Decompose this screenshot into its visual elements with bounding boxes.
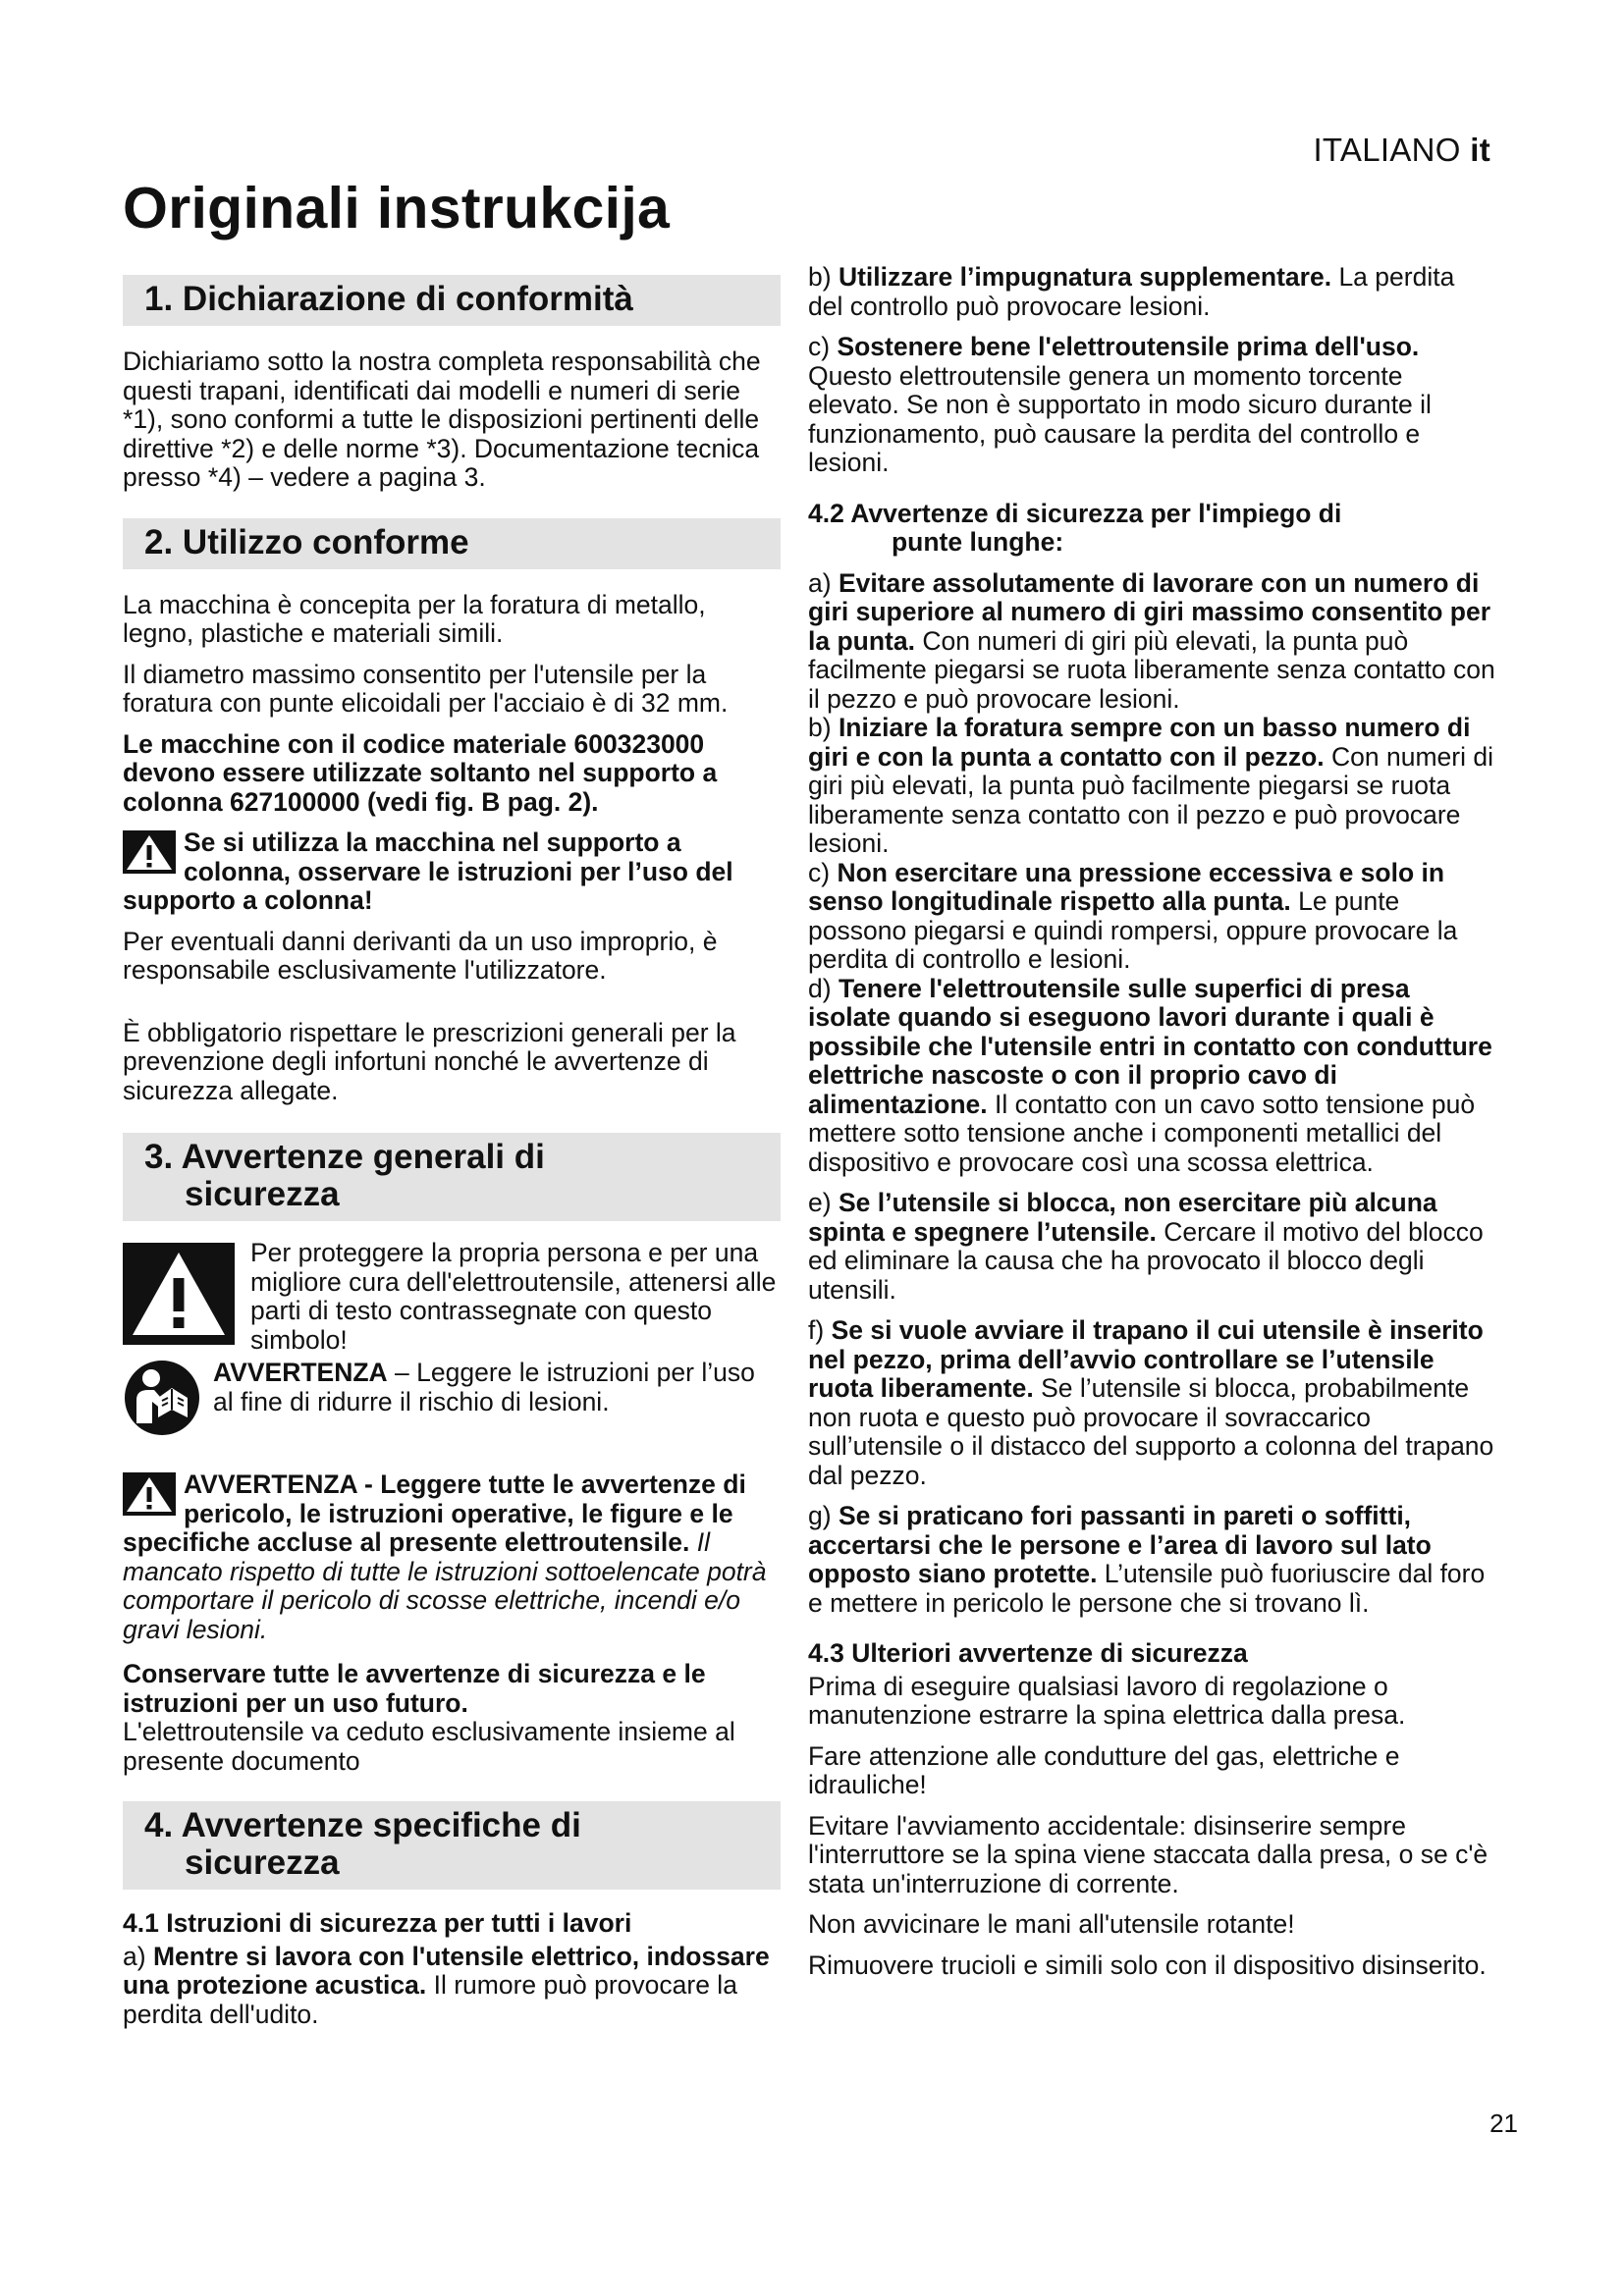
- item-text: Il rumore può provocare la perdita dell'udito.: [123, 1970, 737, 2029]
- misuse-liability-text: Per eventuali danni derivanti da un uso improprio, è responsabile esclusivamente l'utilizzatore.: [123, 926, 718, 985]
- column-support-warning: [123, 828, 781, 916]
- keep-instructions: [123, 1660, 781, 1776]
- item-text: Questo elettroutensile genera un momento torcente elevato. Se non è supportato in modo sicuro durante il funzionamento, può causare la perdita del controllo e lesioni.: [808, 360, 1432, 477]
- page-number: 21: [1489, 2109, 1518, 2138]
- further-warning-1: Prima di eseguire qualsiasi lavoro di regolazione o manutenzione estrarre la spina elettrica dalla presa.: [808, 1671, 1406, 1730]
- section-4-heading: [123, 1801, 781, 1890]
- item-text: Se l’utensile si blocca, probabilmente non ruota e questo può provocare il sovraccarico sull’utensile o il distacco del supporto a colonna del trapano dal pezzo.: [808, 1373, 1494, 1490]
- section-4-heading-line2: sicurezza: [185, 1843, 340, 1882]
- read-manual-bold: AVVERTENZA: [213, 1358, 388, 1387]
- subsection-4-3-heading: 4.3 Ulteriori avvertenze di sicurezza: [808, 1638, 1248, 1668]
- left-column: [123, 275, 781, 2029]
- further-warning-5: Rimuovere trucioli e simili solo con il dispositivo disinserito.: [808, 1949, 1487, 1980]
- symbol-explanation: [123, 1238, 781, 1355]
- item-text: Con numeri di giri più elevati, la punta può facilmente piegarsi se ruota liberamente senza contatto con il pezzo e può provocare lesioni.: [808, 625, 1495, 714]
- subsection-4-1-heading: 4.1 Istruzioni di sicurezza per tutti i lavori: [123, 1908, 632, 1938]
- read-manual-icon: [123, 1359, 201, 1437]
- subsection-4-2-heading: [808, 500, 1495, 558]
- item-bold: Non esercitare una pressione eccessiva e solo in senso longitudinale rispetto alla punta.: [808, 857, 1445, 916]
- section-1-heading: 1. Dichiarazione di conformità: [123, 275, 781, 326]
- warning-triangle-large-icon: [123, 1243, 235, 1345]
- symbol-explanation-text: Per proteggere la propria persona e per una migliore cura dell'elettroutensile, attenersi alle parti di testo contrassegnate con questo simbolo!: [250, 1238, 777, 1355]
- item-text: La perdita del controllo può provocare lesioni.: [808, 262, 1455, 321]
- item-prefix: b): [808, 713, 839, 742]
- item-prefix: a): [123, 1941, 153, 1971]
- general-warning-italic: Il mancato rispetto di tutte le istruzioni sottoelencate potrà comportare il pericolo di scosse elettriche, incendi e/o gravi lesioni.: [123, 1527, 767, 1644]
- item-bold: Se si praticano fori passanti in pareti o soffitti, accertarsi che le persone e l’area di lavoro sul lato opposto siano protette.: [808, 1501, 1432, 1588]
- warning-triangle-icon: [123, 830, 176, 874]
- section-2-heading: 2. Utilizzo conforme: [123, 518, 781, 569]
- item-prefix: a): [808, 567, 839, 598]
- item-bold: Evitare assolutamente di lavorare con un numero di giri superiore al numero di giri massimo consentito per la punta.: [808, 567, 1491, 656]
- column-support-warning-bold: Se si utilizza la macchina nel supporto a colonna, osservare le istruzioni per l’uso del supporto a colonna!: [123, 828, 733, 915]
- keep-instructions-bold: Conservare tutte le avvertenze di sicurezza e le istruzioni per un uso futuro.: [123, 1659, 706, 1718]
- item-prefix: g): [808, 1501, 839, 1530]
- item-4-2-e: [808, 1189, 1495, 1305]
- accident-prevention-text: È obbligatorio rispettare le prescrizioni generali per la prevenzione degli infortuni nonché le avvertenze di sicurezza allegate.: [123, 1017, 736, 1105]
- item-4-1-a: [123, 1943, 781, 2030]
- item-bold: Tenere l'elettroutensile sulle superfici di presa isolate quando si eseguono lavori durante i quali è possibile che l'utensile entri in contatto con condutture elettriche nascoste o con il proprio cavo di alimentazione.: [808, 973, 1492, 1119]
- item-4-2-g: [808, 1502, 1495, 1618]
- item-text: Con numeri di giri più elevati, la punta può facilmente piegarsi se ruota liberamente senza contatto con il pezzo e può provocare lesioni.: [808, 741, 1493, 858]
- column-support-note-bold: Le macchine con il codice materiale 600323000 devono essere utilizzate soltanto nel supporto a colonna 627100000 (vedi fig. B pag. 2).: [123, 728, 718, 817]
- item-4-2-b: [808, 714, 1495, 859]
- item-prefix: f): [808, 1315, 832, 1345]
- item-bold: Sostenere bene l'elettroutensile prima dell'uso.: [837, 332, 1420, 361]
- further-warning-4: Non avvicinare le mani all'utensile rotante!: [808, 1909, 1295, 1939]
- item-prefix: c): [808, 332, 838, 361]
- item-bold: Se l’utensile si blocca, non esercitare più alcuna spinta e spegnere l’utensile.: [808, 1188, 1437, 1247]
- language-header: [1313, 132, 1490, 169]
- item-prefix: b): [808, 262, 839, 292]
- item-4-2-c: [808, 859, 1495, 975]
- item-bold: Mentre si lavora con l'utensile elettrico, indossare una protezione acustica.: [123, 1941, 770, 2000]
- item-text: Le punte possono piegarsi e quindi rompersi, oppure provocare la perdita di controllo e lesioni.: [808, 886, 1458, 974]
- item-4-2-d: [808, 975, 1495, 1178]
- item-prefix: c): [808, 857, 838, 887]
- item-4-2-f: [808, 1316, 1495, 1490]
- section-3-heading-line2: sicurezza: [185, 1175, 340, 1213]
- language-label: ITALIANO: [1313, 132, 1461, 168]
- keep-instructions-text: L'elettroutensile va ceduto esclusivamente insieme al presente documento: [123, 1717, 735, 1776]
- item-4-2-a: [808, 569, 1495, 715]
- subsection-4-2-heading-line1: 4.2 Avvertenze di sicurezza per l'impiego di: [808, 498, 1342, 528]
- item-text: Il contatto con un cavo sotto tensione può mettere sotto tensione anche i componenti metallici del dispositivo e provocare così una scossa elettrica.: [808, 1089, 1476, 1177]
- max-diameter-text: Il diametro massimo consentito per l'utensile per la foratura con punte elicoidali per l'acciaio è di 32 mm.: [123, 659, 729, 718]
- intended-use-text: La macchina è concepita per la foratura di metallo, legno, plastiche e materiali simili.: [123, 589, 706, 648]
- read-manual-notice: [123, 1359, 781, 1437]
- item-prefix: e): [808, 1188, 839, 1217]
- language-code: it: [1470, 132, 1490, 168]
- item-text: Cercare il motivo del blocco ed eliminare la causa che ha provocato il blocco degli utensili.: [808, 1216, 1484, 1305]
- document-title: Originali instrukcija: [123, 176, 671, 240]
- general-warning-bold: AVVERTENZA - Leggere tutte le avvertenze di pericolo, le istruzioni operative, le figure e le specifiche accluse al presente elettroutensile.: [123, 1469, 746, 1557]
- read-manual-rest: – Leggere le istruzioni per l’uso al fine di ridurre il rischio di lesioni.: [213, 1358, 755, 1416]
- item-prefix: d): [808, 973, 839, 1003]
- declaration-text: Dichiariamo sotto la nostra completa responsabilità che questi trapani, identificati dai modelli e numeri di serie *1), sono conformi a tutte le disposizioni pertinenti delle direttive *2) e delle norme *3). Documentazione tecnica presso *4) – vedere a pagina 3.: [123, 347, 761, 492]
- read-manual-text: [213, 1359, 781, 1416]
- general-warning: [123, 1470, 781, 1644]
- further-warning-3: Evitare l'avviamento accidentale: disinserire sempre l'interruttore se la spina viene staccata dalla presa, o se c'è stata un'interruzione di corrente.: [808, 1810, 1489, 1898]
- further-warning-2: Fare attenzione alle condutture del gas, elettriche e idrauliche!: [808, 1740, 1400, 1799]
- warning-triangle-icon: [123, 1472, 176, 1516]
- section-4-heading-line1: 4. Avvertenze specifiche di: [144, 1806, 581, 1844]
- item-bold: Utilizzare l’impugnatura supplementare.: [838, 262, 1332, 292]
- column-support-note: [123, 730, 781, 818]
- right-column: [808, 263, 1495, 1980]
- subsection-4-2-heading-line2: punte lunghe:: [892, 527, 1064, 557]
- item-4-1-b: [808, 263, 1495, 321]
- section-3-heading: [123, 1133, 781, 1221]
- section-3-heading-line1: 3. Avvertenze generali di: [144, 1138, 545, 1176]
- item-text: L’utensile può fuoriuscire dal foro e mettere in pericolo le persone che si trovano lì.: [808, 1559, 1486, 1618]
- item-4-1-c: [808, 333, 1495, 478]
- item-bold: Se si vuole avviare il trapano il cui utensile è inserito nel pezzo, prima dell’avvio controllare se l’utensile ruota liberamente.: [808, 1315, 1484, 1403]
- item-bold: Iniziare la foratura sempre con un basso numero di giri e con la punta a contatto con il pezzo.: [808, 713, 1471, 772]
